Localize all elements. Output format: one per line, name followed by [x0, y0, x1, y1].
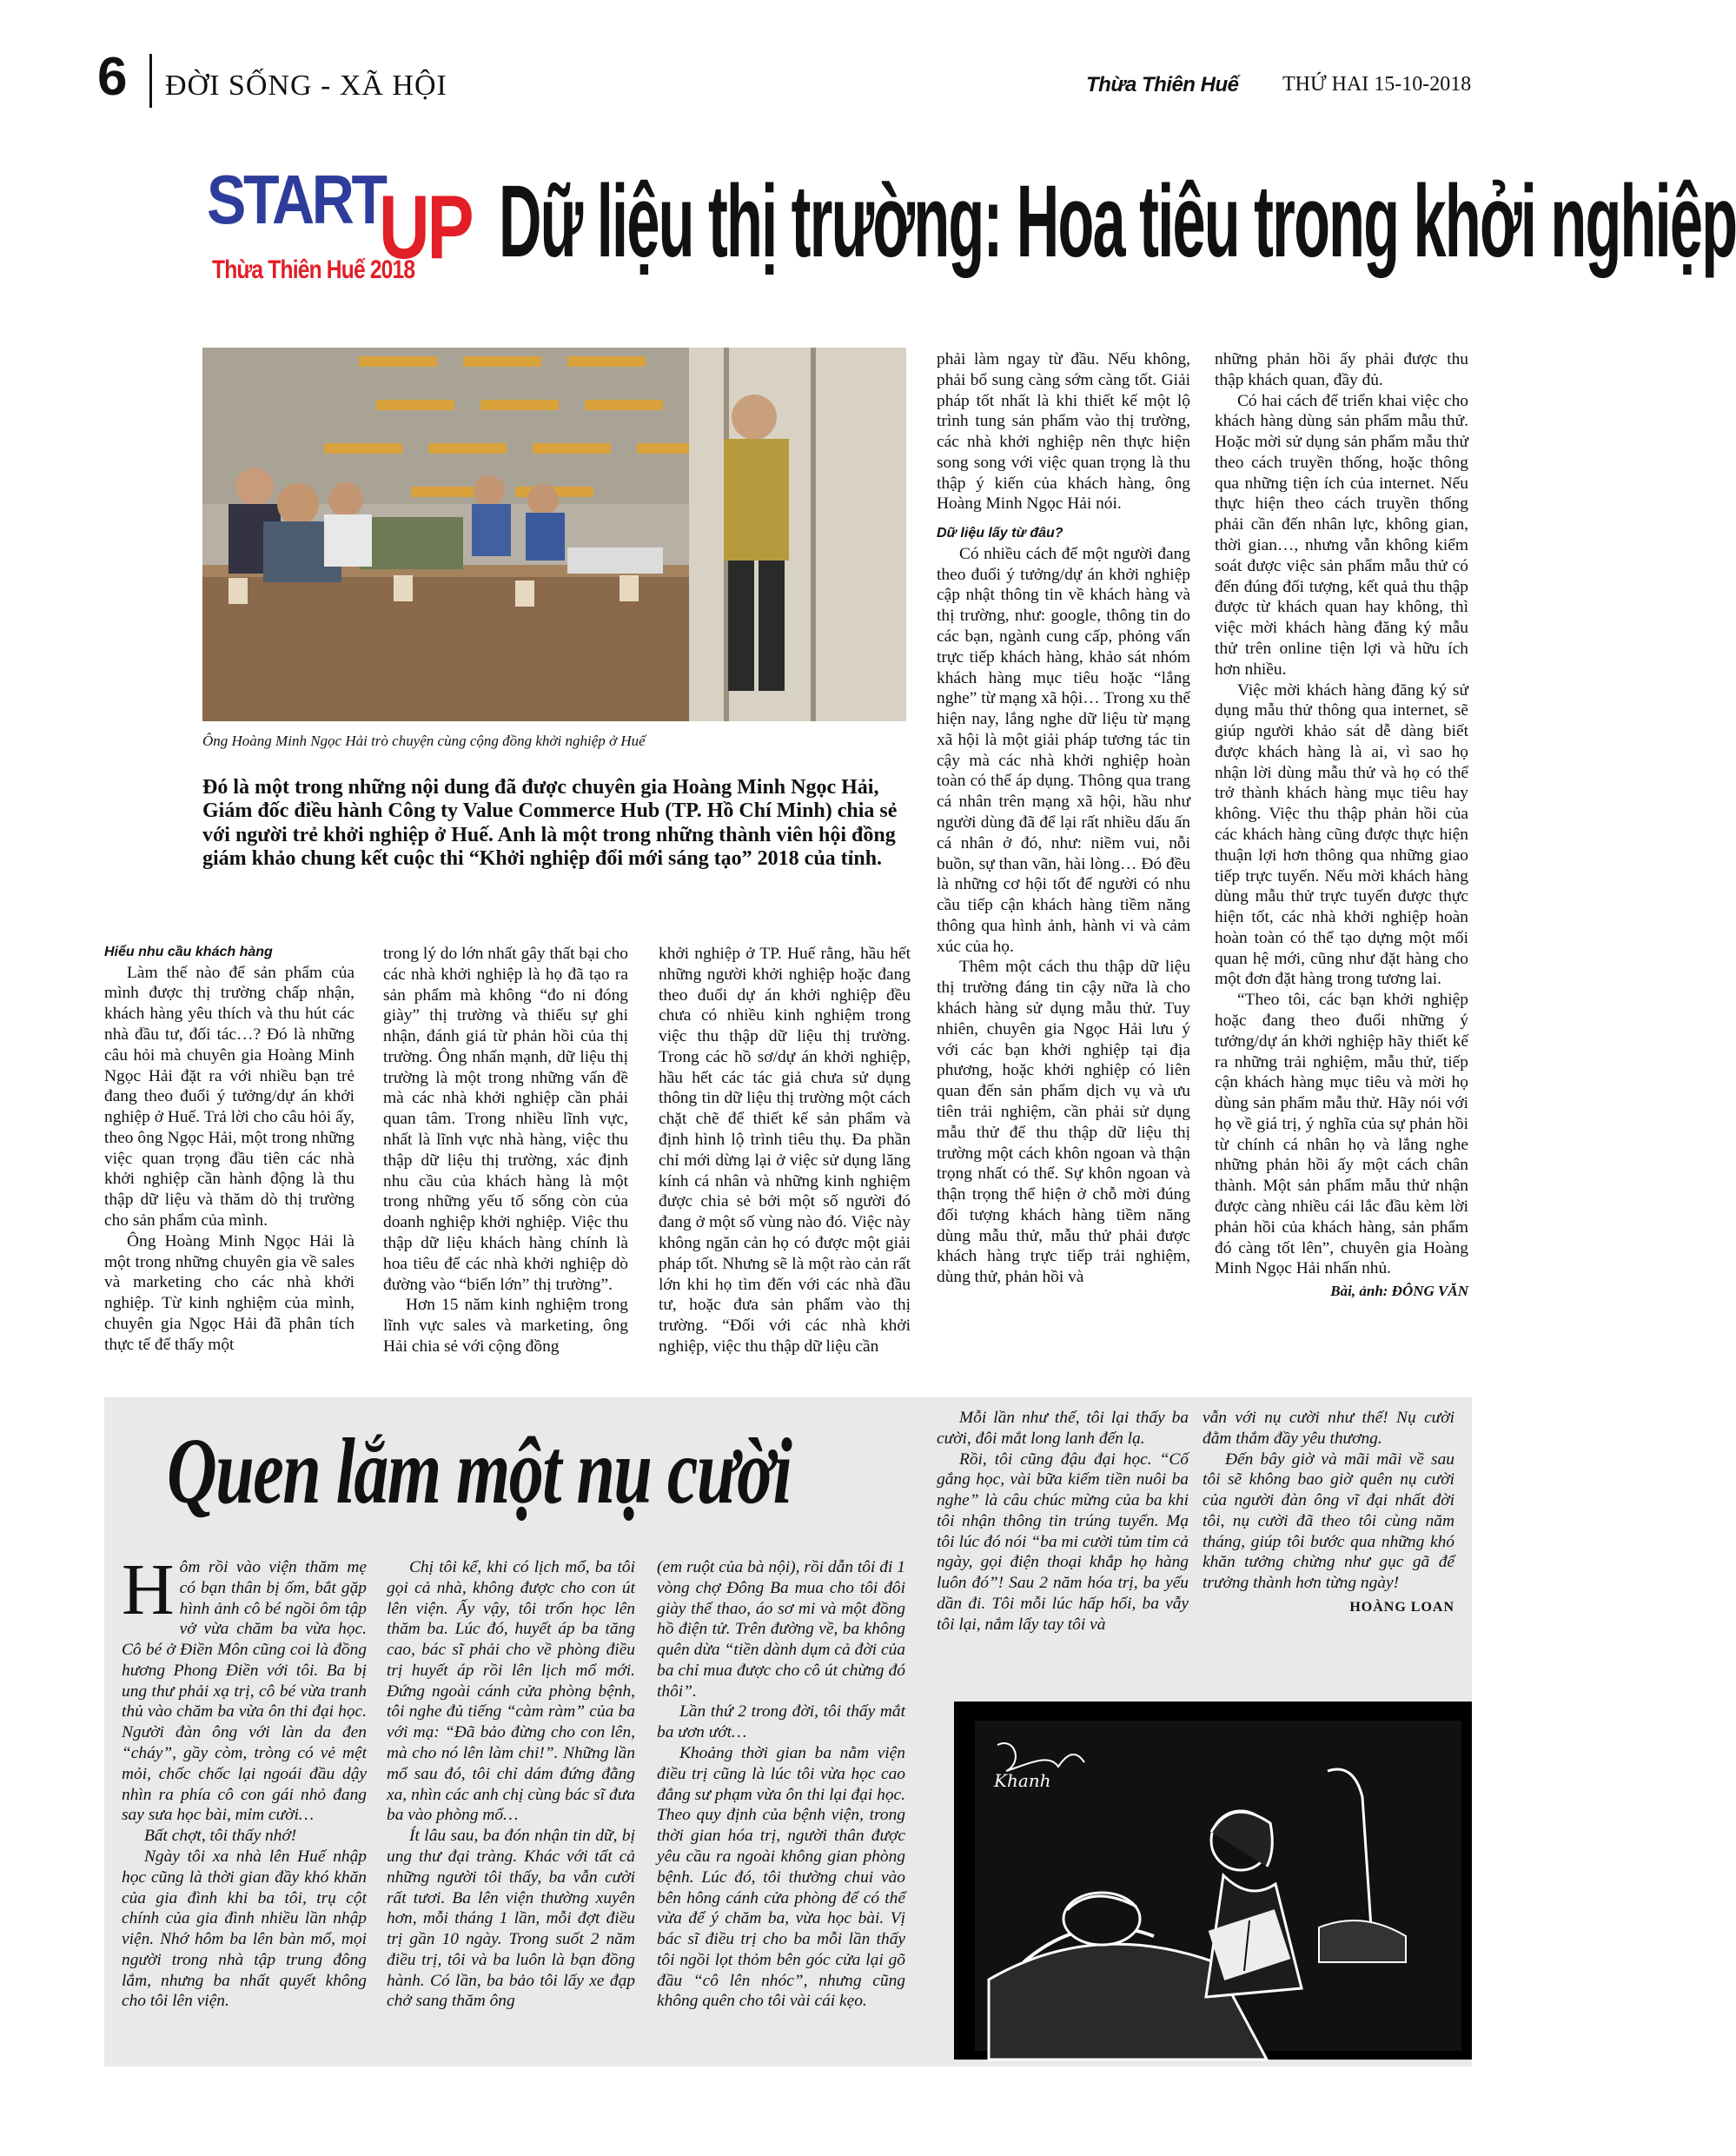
- logo-subtitle: Thừa Thiên Huế 2018: [212, 255, 415, 284]
- paragraph: Mỗi lần như thế, tôi lại thấy ba cười, đôi mắt long lanh đến lạ.: [937, 1409, 1189, 1448]
- essay-column-5: [1203, 1408, 1454, 1616]
- paragraph: vẫn với nụ cười như thế! Nụ cười đằm thắm đầy yêu thương.: [1203, 1409, 1454, 1448]
- paragraph: Ngày tôi xa nhà lên Huế nhập học cũng là thời gian đầy khó khăn của gia đình khi ba tôi, trụ cột chính của gia đình nhiều lần nhập viện. Nhớ hôm ba lên bàn mổ, mọi người trong nhà tập trung đông lắm, nhưng ba nhất quyết không cho tôi lên viện.: [122, 1847, 367, 2011]
- subheading: Hiểu nhu cầu khách hàng: [104, 945, 273, 959]
- essay-column-2: [387, 1557, 635, 2012]
- paragraph: (em ruột của bà nội), rồi dẫn tôi đi 1 vòng chợ Đông Ba mua cho tôi đôi giày thể thao, áo sơ mi và một đồng hồ điện tử. Trên đường về, ba không quên dừa “tiền dành dụm cả đời của ba chỉ mua được cho cô út chừng đó thôi”.: [657, 1558, 905, 1701]
- byline: Bài, ảnh: ĐÔNG VĂN: [1330, 1283, 1468, 1300]
- paragraph: Làm thế nào để sản phẩm của mình được thị trường chấp nhận, khách hàng yêu thích và thu hút các nhà đầu tư, đối tác…? Đó là những câu hỏi mà chuyên gia Hoàng Minh Ngọc Hải đặt ra với nhiều bạn trẻ đang theo đuổi ý tưởng/dự án khởi nghiệp ở Huế. Trả lời cho câu hỏi ấy, theo ông Ngọc Hải, một trong những việc quan trọng đầu tiên các nhà khởi nghiệp cần hành động là thu thập dữ liệu và thăm dò thị trường cho sản phẩm của mình.: [104, 963, 354, 1230]
- essay-column-3: [657, 1557, 905, 2012]
- article-column-5: [1215, 349, 1468, 1301]
- paragraph: khởi nghiệp ở TP. Huế rằng, hầu hết những người khởi nghiệp hoặc đang theo đuổi dự án khởi nghiệp đều chưa có nhiều kinh nghiệm trong việc thu thập dữ liệu thị trường. Trong các hồ sơ/dự án khởi nghiệp, hầu hết các tác giả chưa sử dụng thông tin dữ liệu thị trường một cách chặt chẽ để thiết kế sản phẩm và định hình lộ trình tiêu thụ. Đa phần chỉ mới dừng lại ở việc sử dụng lăng kính cá nhân và những kinh nghiệm được chia sẻ bởi một số người đó đang ở một số vùng nào đó. Việc này không ngăn cản họ có được một giải pháp tốt. Nhưng sẽ là một rào cản rất lớn khi họ tìm đến với các nhà đầu tư, hoặc đưa sản phẩm vào thị trường. “Đối với các nhà khởi nghiệp, việc thu thập dữ liệu cần: [659, 945, 911, 1356]
- newspaper-name: Thừa Thiên Huế: [1086, 73, 1239, 96]
- logo-up-text: UP: [379, 177, 472, 278]
- page-number: 6: [97, 47, 128, 107]
- article-title: Dữ liệu thị trường: Hoa tiêu trong khởi nghiệp: [499, 164, 1736, 279]
- paragraph: “Theo tôi, các bạn khởi nghiệp hoặc đang theo đuổi những ý tưởng/dự án khởi nghiệp hãy thiết kế ra những trải nghiệm, mẫu thử, tiếp cận khách hàng mục tiêu và mời họ dùng sản phẩm mẫu thử. Hãy nói với họ về giá trị, ý nghĩa của sự phản hồi từ chính cá nhân họ và lắng nghe những phản hồi ấy một cách chân thành. Một sản phẩm mẫu thử nhận được càng nhiều cái lắc đầu kèm lời phản hồi của khách hàng, sản phẩm đó càng tốt lên”, chuyên gia Hoàng Minh Ngọc Hải nhấn nhủ.: [1215, 991, 1468, 1278]
- article-column-2: [383, 944, 628, 1357]
- paragraph: Ông Hoàng Minh Ngọc Hải là một trong những chuyên gia về sales và marketing cho các nhà khởi nghiệp. Từ kinh nghiệm của mình, chuyên gia Ngọc Hải đã phân tích thực tế để thấy một: [104, 1231, 354, 1354]
- essay-title: Quen lắm một nụ cười: [167, 1420, 792, 1523]
- paragraph: những phản hồi ấy phải được thu thập khách quan, đầy đủ.: [1215, 350, 1468, 389]
- paragraph: trong lý do lớn nhất gây thất bại cho các nhà khởi nghiệp là họ đã tạo ra sản phẩm mà không “đo ni đóng giày” thị trường và thiếu sự ghi nhận, đánh giá từ phản hồi của thị trường. Ông nhấn mạnh, dữ liệu thị trường là một trong những vấn đề mà các nhà khởi nghiệp cần phải quan tâm. Trong nhiều lĩnh vực, nhất là lĩnh vực nhà hàng, việc thu thập dữ liệu thị trường, xác định nhu cầu của khách hàng là một trong những yếu tố sống còn của doanh nghiệp khởi nghiệp. Việc thu thập dữ liệu khách hàng chính là hoa tiêu để các nhà khởi nghiệp dò đường vào “biển lớn” thị trường”.: [383, 945, 628, 1294]
- article-lead: Đó là một trong những nội dung đã được chuyên gia Hoàng Minh Ngọc Hải, Giám đốc điều hành Công ty Value Commerce Hub (TP. Hồ Chí Minh) chia sẻ với người trẻ khởi nghiệp ở Huế. Anh là một trong những thành viên hội đồng giám khảo chung kết cuộc thi “Khởi nghiệp đổi mới sáng tạo” 2018 của tỉnh.: [202, 776, 898, 871]
- paragraph: Việc mời khách hàng đăng ký sử dụng mẫu thử thông qua internet, sẽ giúp người khảo sát dễ dàng biết được khách hàng là ai, vì sao họ nhận lời dùng mẫu thử và họ có thể trở thành khách hàng mục tiêu hay không. Việc thu thập phản hồi của các khách hàng cũng được thực hiện thuận lợi hơn thông qua những giao tiếp trực tuyến. Nếu mời khách hàng dùng mẫu thử trực tuyến được thực hiện tốt, các nhà khởi nghiệp hoàn hoàn toàn có thể tạo dựng một mối quan hệ mới, cũng như đặt hàng cho một đơn đặt hàng trong tương lai.: [1215, 680, 1468, 989]
- header-divider: [149, 54, 152, 108]
- paragraph: Rồi, tôi cũng đậu đại học. “Cố gắng học, vài bữa kiếm tiền nuôi ba nghe” là câu chúc mừng của ba khi tôi nhận thông tin trúng tuyển. Mạ tôi lúc đó nói “ba mi cười tủm tỉm cả ngày, gọi điện thoại khắp họ hàng luôn đó”! Sau 2 năm hóa trị, ba yếu dần đi. Tôi mỗi lúc hấp hối, ba vẫy tôi lại, nắm lấy tay tôi và: [937, 1449, 1189, 1634]
- article-column-1: [104, 944, 354, 1355]
- issue-date: THỨ HAI 15-10-2018: [1282, 73, 1472, 96]
- paragraph: Ít lâu sau, ba đón nhận tin dữ, bị ung thư đại tràng. Khác với tất cả những người tôi thấy, ba vẫn cười rất tươi. Ba lên viện thường xuyên hơn, mỗi tháng 1 lần, mỗi đợt điều trị gần 10 ngày. Trong suốt 2 năm điều trị, tôi và ba luôn là bạn đồng hành. Có lần, ba bảo tôi lấy xe đạp chở sang thăm ông: [387, 1827, 635, 2011]
- paragraph: Thêm một cách thu thập dữ liệu thị trường đáng tin cậy nữa là cho khách hàng sử dụng mẫu thử. Tuy nhiên, chuyên gia Ngọc Hải lưu ý với các bạn khởi nghiệp tại địa phương, hoặc khởi nghiệp có liên quan đến sản phẩm dịch vụ và ưu tiên trải nghiệm, cần phải sử dụng mẫu thử để thu thập dữ liệu thị trường một cách khôn ngoan và thận trọng nhất có thể. Sự khôn ngoan và thận trọng thể hiện ở chỗ mời đúng đối tượng khách hàng tiềm năng dùng mẫu thử, mẫu thử phải được khách hàng trực tiếp trải nghiệm, dùng thử, phản hồi và: [937, 958, 1190, 1287]
- article-column-3: [659, 944, 911, 1357]
- article-column-4: [937, 349, 1190, 1288]
- essay-column-4: [937, 1408, 1189, 1635]
- author-signature: HOÀNG LOAN: [1349, 1600, 1454, 1615]
- subheading: Dữ liệu lấy từ đâu?: [937, 526, 1063, 541]
- startup-logo: [207, 161, 472, 295]
- paragraph: Lần thứ 2 trong đời, tôi thấy mắt ba ươn ướt…: [657, 1702, 905, 1742]
- paragraph: Bất chợt, tôi thấy nhớ!: [144, 1827, 297, 1846]
- illustration-signature: Khanh: [994, 1770, 1051, 1791]
- photo-caption: Ông Hoàng Minh Ngọc Hải trò chuyện cùng cộng đồng khởi nghiệp ở Huế: [202, 733, 646, 749]
- paragraph: Có nhiều cách để một người đang theo đuổi ý tưởng/dự án khởi nghiệp cập nhật thông tin về khách hàng và thị trường, như: google, thông tin do các bạn, ngành cung cấp, phỏng vấn trực tiếp khách hàng, khảo sát nhóm khách hàng mục tiêu hoặc “lắng nghe” từ mạng xã hội… Trong xu thế hiện nay, lắng nghe dữ liệu từ mạng xã hội là một giải pháp tương tác tin cậy mà các nhà khởi nghiệp hoàn toàn có thể áp dụng. Thông qua trang cá nhân trên mạng xã hội, hầu như người dùng đã để lại rất nhiều dấu ấn cá nhân ở đó, như: niềm vui, nỗi buồn, sự than vãn, hài lòng… Đó đều là những cơ hội tốt để người có nhu cầu tiếp cận khách hàng tiềm năng thông qua hình ảnh, hành vi và cảm xúc của họ.: [937, 544, 1190, 956]
- paragraph: Có hai cách để triển khai việc cho khách hàng dùng sản phẩm mẫu thử. Hoặc mời sử dụng sản phẩm mẫu thử theo cách truyền thống, hoặc thông qua những tiện ích của internet. Nếu thực hiện theo cách truyền thống phải cần đến nhân lực, không gian, thời gian…, nhưng vẫn không kiểm soát được việc sản phẩm mẫu thử có đến đúng đối tượng, kết quả thu thập được từ khách quan hay không, thì việc mời khách hàng đăng ký mẫu thử trên online tiện lợi và hữu ích hơn nhiều.: [1215, 391, 1468, 679]
- paragraph: phải làm ngay từ đầu. Nếu không, phải bổ sung càng sớm càng tốt. Giải pháp tốt nhất là khi thiết kế một lộ trình tung sản phẩm vào thị trường, các nhà khởi nghiệp nên thực hiện song song với việc quan trọng là thu thập ý kiến của khách hàng, ông Hoàng Minh Ngọc Hải nói.: [937, 350, 1190, 514]
- paragraph: ôm rồi vào viện thăm mẹ có bạn thân bị ốm, bắt gặp hình ảnh cô bé ngồi ôm tập vở vừa chăm ba vừa học. Cô bé ở Điền Môn cũng coi là đồng hương Phong Điền với tôi. Ba bị ung thư phải xạ trị, cô bé vừa tranh thủ vào chăm ba vừa ôn thi đại học. Người đàn ông với làn da đen “cháy”, gầy còm, tròng có vẻ mệt mỏi, chốc chốc lại ngoái đầu dậy nhìn ra phía cô con gái nhỏ đang say sưa học bài, mỉm cười…: [122, 1558, 367, 1825]
- drop-cap: H: [122, 1549, 175, 1630]
- essay-illustration: [954, 1702, 1472, 2060]
- paragraph: Chị tôi kể, khi có lịch mổ, ba tôi gọi cả nhà, không được cho con út lên viện. Ấy vậy, tôi trốn học lên thăm ba. Lúc đó, huyết áp ba tăng cao, bác sĩ phải cho về phòng điều trị huyết áp rồi lên lịch mổ mới. Đứng ngoài cánh cửa phòng bệnh, tôi nghe đủ tiếng “càm ràm” của ba với mạ: “Đã bảo đừng cho con lên, mà cho nó lên làm chi!”. Những lần mổ sau đó, tôi chỉ dám đứng đằng xa, nhìn các anh chị cùng bác sĩ đưa ba vào phòng mổ…: [387, 1558, 635, 1825]
- logo-start-text: START: [207, 161, 385, 238]
- paragraph: Đến bây giờ và mãi mãi về sau tôi sẽ không bao giờ quên nụ cười của người đàn ông vĩ đại nhất đời tôi, nụ cười đã theo tôi cùng năm tháng, giúp tôi bước qua những khó khăn tưởng chừng như gục gã để trưởng thành hơn từng ngày!: [1203, 1449, 1454, 1593]
- essay-column-1: [122, 1549, 367, 2012]
- paragraph: Khoảng thời gian ba nằm viện điều trị cũng là lúc tôi vừa học cao đẳng sư phạm vừa ôn thi lại đại học. Theo quy định của bệnh viện, trong thời gian hóa trị, người thân được yêu cầu ra ngoài không gian phòng bệnh. Lúc đó, tôi thường chui vào bên hông cánh cửa phòng để có thể vừa để ý chăm ba, vừa học bài. Vị bác sĩ điều trị cho ba mỗi lần thấy tôi ngồi lọt thỏm bên góc cửa lại gõ đầu “cô lên nhóc”, nhưng cũng không quên cho tôi vài cái kẹo.: [657, 1744, 905, 2011]
- section-title: ĐỜI SỐNG - XÃ HỘI: [165, 70, 447, 102]
- paragraph: Hơn 15 năm kinh nghiệm trong lĩnh vực sales và marketing, ông Hải chia sẻ với cộng đồng: [383, 1296, 628, 1356]
- article-photo: [202, 348, 906, 721]
